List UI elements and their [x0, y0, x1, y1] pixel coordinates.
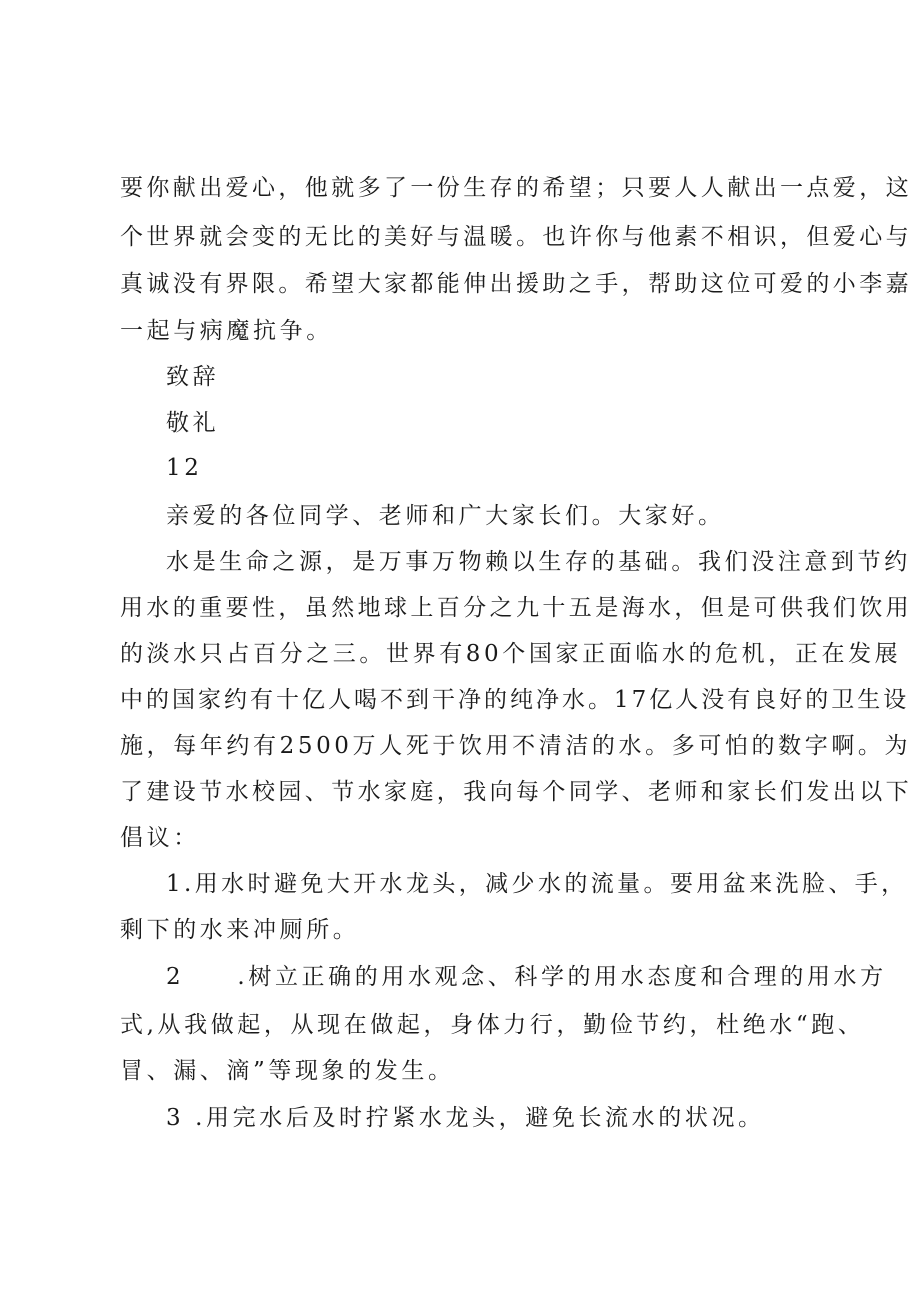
text-line: 了建设节水校园、节水家庭，我向每个同学、老师和家长们发出以下: [120, 779, 912, 805]
list-item: 1.用水时避免大开水龙头，减少水的流量。要用盆来洗脸、手，: [166, 871, 908, 897]
list-item: 3 .用完水后及时拧紧水龙头，避免长流水的状况。: [166, 1105, 765, 1131]
text-line: 中的国家约有十亿人喝不到干净的纯净水。17亿人没有良好的卫生设: [120, 687, 910, 713]
text-line: 用水的重要性，虽然地球上百分之九十五是海水，但是可供我们饮用: [120, 595, 912, 621]
text-line: 个世界就会变的无比的美好与温暖。也许你与他素不相识，但爱心与: [120, 224, 912, 250]
text-line: 施，每年约有2500万人死于饮用不清洁的水。多可怕的数字啊。为: [120, 733, 912, 759]
text-line: 倡议：: [120, 825, 200, 851]
section-number: 12: [166, 455, 203, 481]
closing-line: 敬礼: [166, 410, 220, 436]
text-line: 剩下的水来冲厕所。: [120, 917, 360, 943]
list-item: 2 .树立正确的用水观念、科学的用水态度和合理的用水方: [166, 964, 887, 990]
closing-line: 致辞: [166, 364, 220, 390]
text-line: 的淡水只占百分之三。世界有80个国家正面临水的危机，正在发展: [120, 641, 902, 667]
text-line: 真诚没有界限。希望大家都能伸出援助之手，帮助这位可爱的小李嘉: [120, 271, 912, 297]
text-line: 要你献出爱心，他就多了一份生存的希望；只要人人献出一点爱，这: [120, 175, 912, 201]
text-line: 一起与病魔抗争。: [120, 318, 333, 344]
text-line: 冒、漏、滴”等现象的发生。: [120, 1058, 455, 1084]
greeting-line: 亲爱的各位同学、老师和广大家长们。大家好。: [166, 503, 725, 529]
text-line: 式,从我做起，从现在做起，身体力行，勤俭节约，杜绝水“跑、: [120, 1012, 865, 1038]
text-line: 水是生命之源，是万事万物赖以生存的基础。我们没注意到节约: [166, 549, 911, 575]
